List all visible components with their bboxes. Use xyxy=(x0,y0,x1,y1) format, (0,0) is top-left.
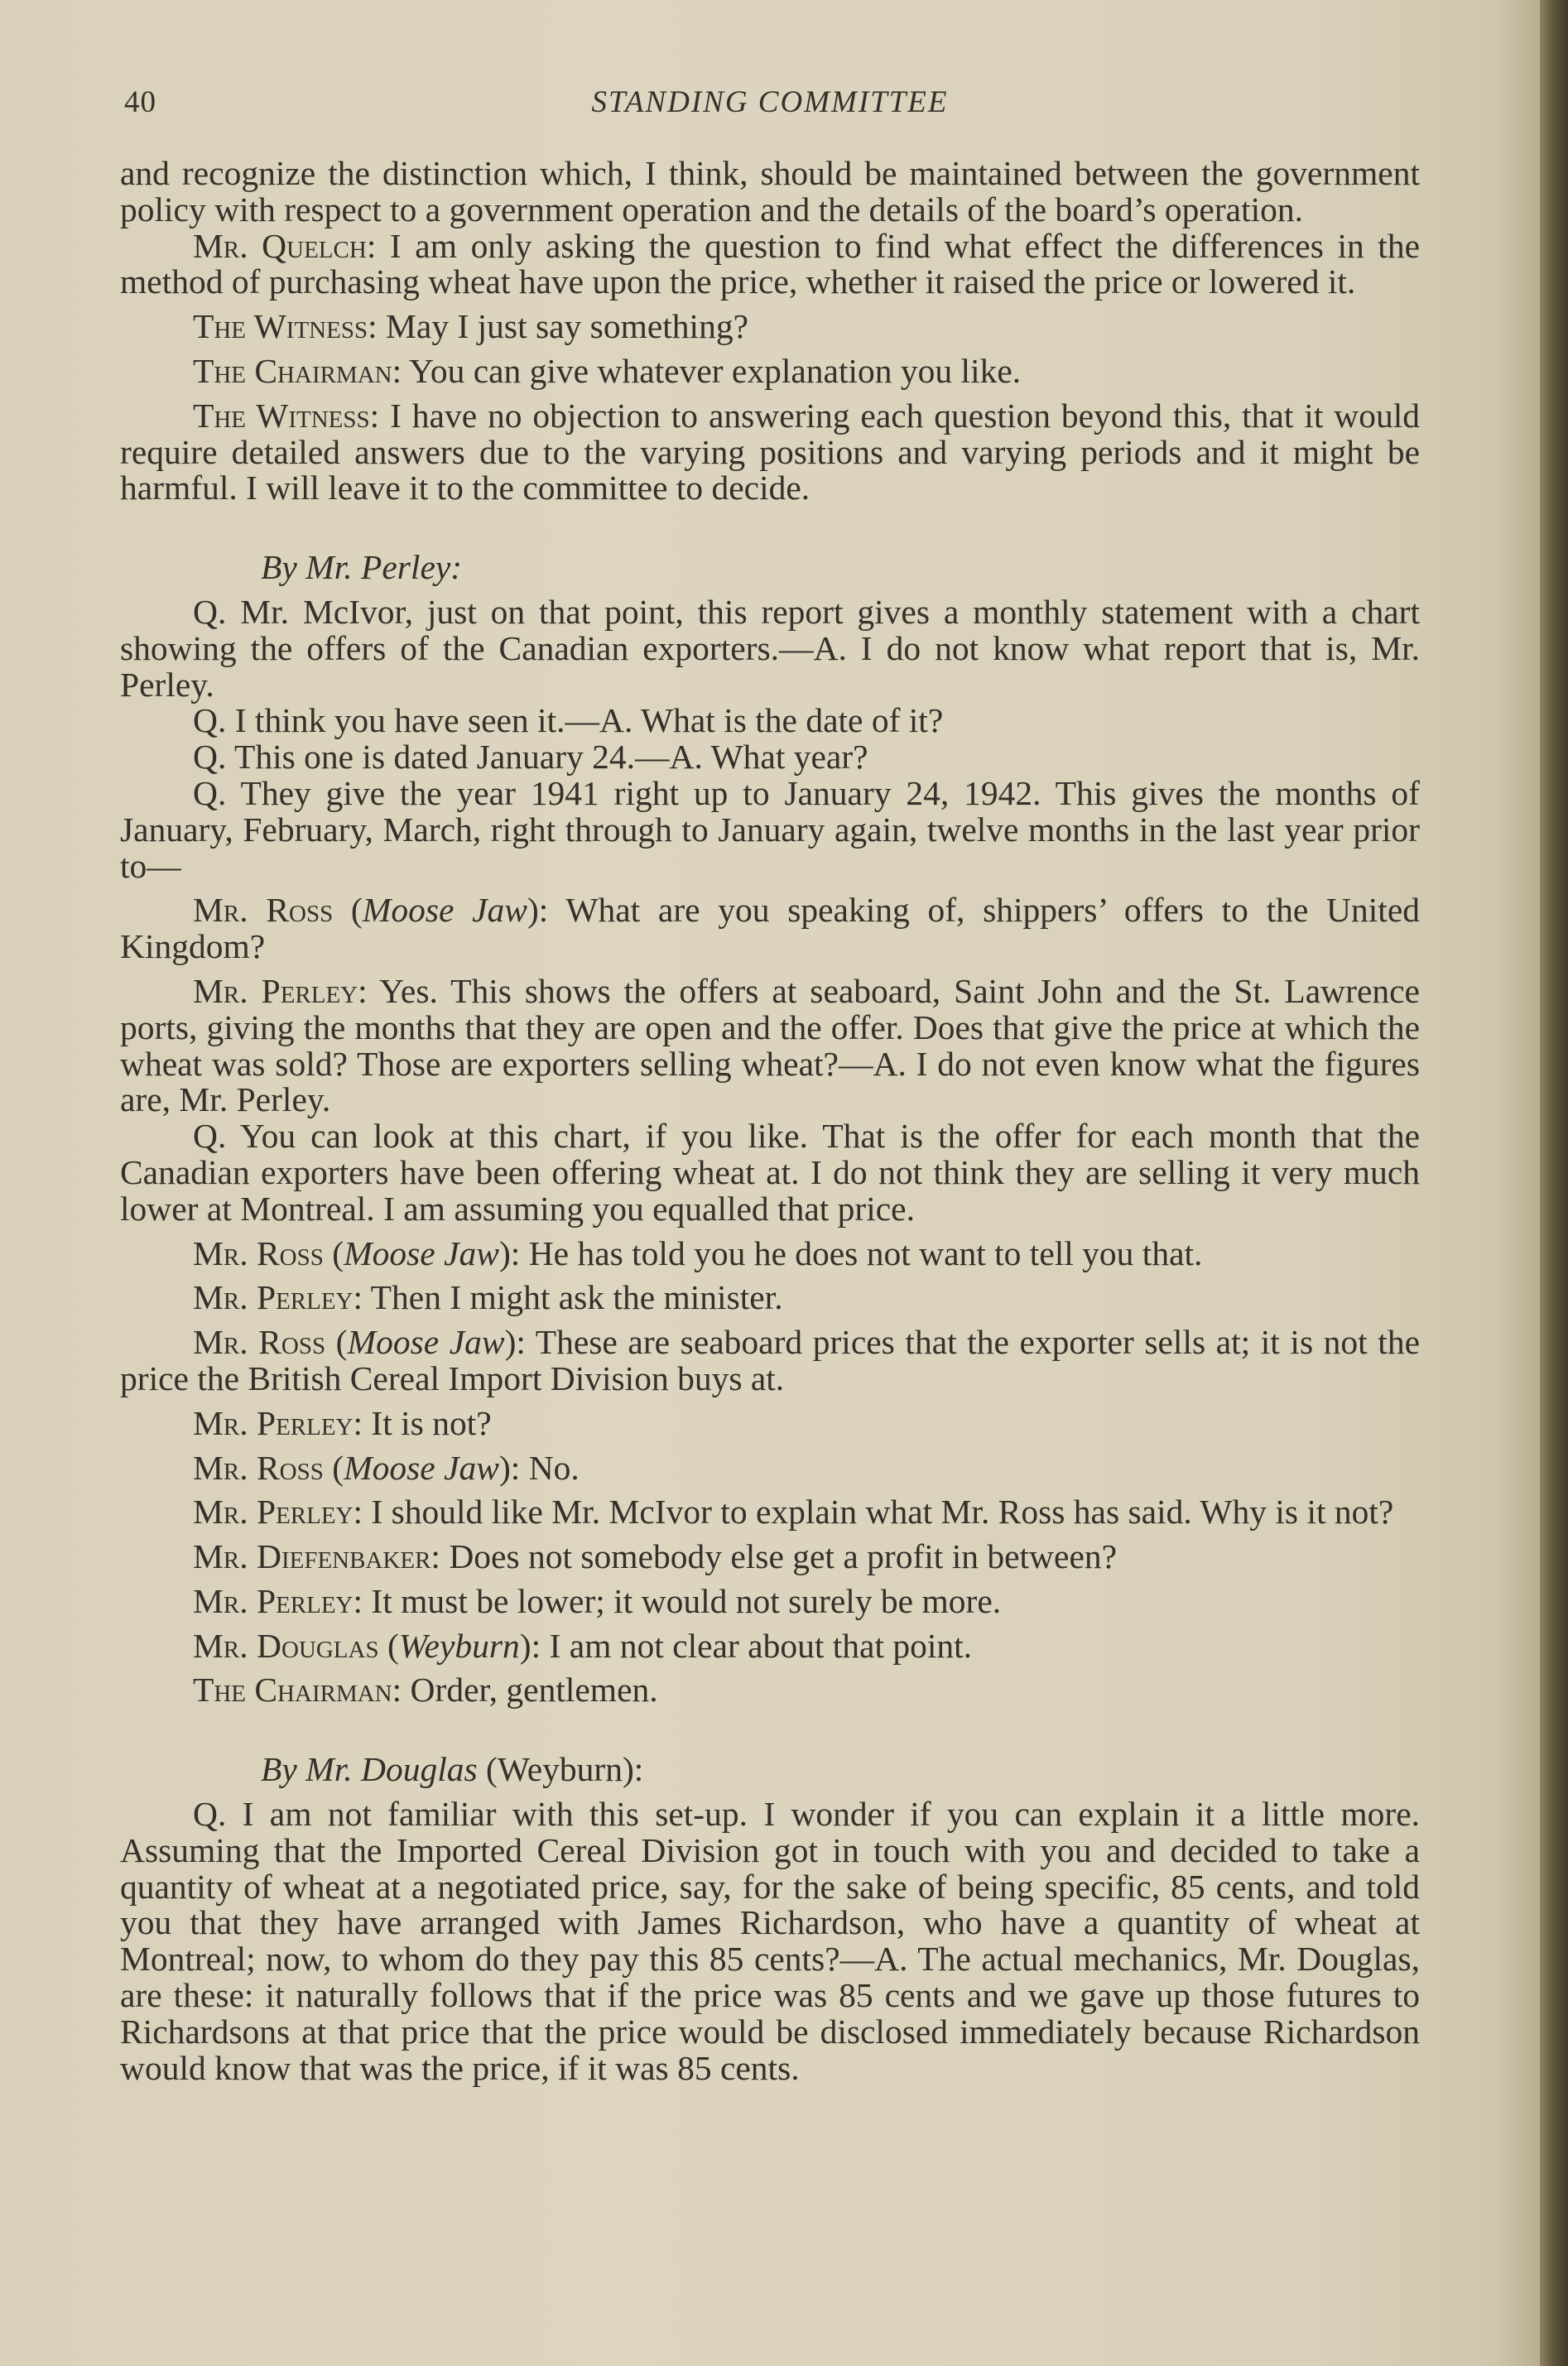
speech-text: It must be lower; it would not surely be more. xyxy=(371,1581,1002,1620)
speech-text: He has told you he does not want to tell you that. xyxy=(528,1233,1203,1272)
speech-text: Order, gentlemen. xyxy=(410,1671,658,1710)
page-header xyxy=(124,76,1416,126)
speaker-name: Mr. Douglas xyxy=(193,1626,379,1665)
speech-text: No. xyxy=(528,1448,580,1487)
transcript-body xyxy=(120,156,1420,2086)
speech-text: I have no objection to answering each question beyond this, that it would require detailed answers due to the varying positions and varying periods and it might be harmful. I will leave it to the committee to decide. xyxy=(120,396,1420,507)
examiner-subheading: By Mr. Perley: xyxy=(261,548,463,587)
speech-paragraph: Mr. Perley: Yes. This shows the offers at seaboard, Saint John and the St. Lawrence ports, giving the months that they are open and the offer. Does that give the price at which the wheat was sold? Those are exporters selling wheat?—A. I do not even know what the figures are, Mr. Perley. xyxy=(120,971,1420,1119)
speaker-name: Mr. Ross xyxy=(193,1233,324,1272)
examiner-subheading xyxy=(120,1752,1420,1788)
speech-paragraph: Mr. Quelch: I am only asking the question to find what effect the differences in the method of purchasing wheat have upon the price, whether it raised the price or lowered it. xyxy=(120,226,1420,301)
speech-text: I am only asking the question to find what effect the differences in the method of purchasing wheat have upon the price, whether it raised the price or lowered it. xyxy=(120,226,1420,301)
speech-paragraph: The Chairman: You can give whatever explanation you like. xyxy=(193,351,1022,390)
speech-text: I should like Mr. McIvor to explain what Mr. Ross has said. Why is it not? xyxy=(371,1493,1394,1532)
question-paragraph: Q. This one is dated January 24.—A. What year? xyxy=(193,738,868,777)
speaker-constituency: Moose Jaw xyxy=(347,1323,505,1362)
speech-paragraph: Mr. Ross (Moose Jaw): These are seaboard prices that the exporter sells at; it is not the price the British Cereal Import Division buys at. xyxy=(120,1323,1420,1397)
speaker-constituency: Moose Jaw xyxy=(362,891,527,930)
speech-text: Yes. This shows the offers at seaboard, Saint John and the St. Lawrence ports, giving the months that they are open and the offer. Does that give the price at which the wheat was sold? Those are exporters selling wheat?—A. I do not even know what the figures are, Mr. Perley. xyxy=(120,971,1420,1119)
examiner-name: By Mr. Douglas xyxy=(261,1750,478,1789)
speaker-name: Mr. Quelch xyxy=(193,226,367,265)
speech-text: May I just say something? xyxy=(386,307,748,346)
speech-text: These are seaboard prices that the exporter sells at; it is not the price the British Cereal Import Division buys at. xyxy=(120,1323,1420,1397)
speech-text: You can give whatever explanation you like. xyxy=(409,351,1022,390)
speech-paragraph: Mr. Diefenbaker: Does not somebody else get a profit in between? xyxy=(193,1537,1118,1576)
speaker-name: Mr. Ross xyxy=(193,1448,324,1487)
speaker-name: Mr. Ross xyxy=(193,1323,326,1362)
speech-paragraph: The Chairman: Order, gentlemen. xyxy=(193,1671,658,1710)
speaker-name: Mr. Perley xyxy=(193,1581,354,1620)
speaker-name: Mr. Perley xyxy=(193,971,358,1010)
speech-text: It is not? xyxy=(371,1403,492,1442)
question-paragraph: Q. You can look at this chart, if you like. That is the offer for each month that the Canadian exporters have been offering wheat at. I do not think they are selling it very much lower at Montreal. I am assuming you equalled that price. xyxy=(120,1117,1420,1228)
question-paragraph: Q. They give the year 1941 right up to January 24, 1942. This gives the months of January, February, March, right through to January again, twelve months in the last year prior to— xyxy=(120,773,1420,885)
speaker-name: Mr. Ross xyxy=(193,891,334,930)
speaker-name: Mr. Perley xyxy=(193,1493,354,1532)
speech-paragraph: The Witness: I have no objection to answering each question beyond this, that it would require detailed answers due to the varying positions and varying periods and it might be harmful. I will leave it to the committee to decide. xyxy=(120,396,1420,507)
speech-paragraph: The Witness: May I just say something? xyxy=(193,307,748,346)
speech-paragraph: Mr. Douglas (Weyburn): I am not clear about that point. xyxy=(193,1626,973,1665)
paragraph xyxy=(120,156,1420,228)
speaker-name: The Witness xyxy=(193,396,370,435)
speaker-name: Mr. Diefenbaker xyxy=(193,1537,431,1576)
running-head: STANDING COMMITTEE xyxy=(591,85,949,119)
speaker-constituency: Moose Jaw xyxy=(344,1233,499,1272)
speech-paragraph: Mr. Perley: It is not? xyxy=(193,1403,492,1442)
page-number: 40 xyxy=(124,85,156,119)
speaker-name: Mr. Perley xyxy=(193,1403,354,1442)
question-paragraph: Q. I am not familiar with this set-up. I wonder if you can explain it a little more. Assuming that the Imported Cereal Division got in touch with you and decided to take a quantity of wheat at a negotiated price, say, for the sake of being specific, 85 cents, and told you that they have arranged with James Richardson, who have a quantity of wheat at Montreal; now, to whom do they pay this 85 cents?—A. The actual mechanics, Mr. Douglas, are these: it naturally follows that if the price was 85 cents and we gave up those futures to Richardsons at that price that the price would be disclosed immediately because Richardson would know that was the price, if it was 85 cents. xyxy=(120,1795,1420,2087)
speech-text: Does not somebody else get a profit in between? xyxy=(449,1537,1118,1576)
question-paragraph: Q. I think you have seen it.—A. What is the date of it? xyxy=(193,701,944,740)
speech-text: I am not clear about that point. xyxy=(549,1626,973,1665)
speech-paragraph: Mr. Ross (Moose Jaw): What are you speaking of, shippers’ offers to the United Kingdom? xyxy=(120,891,1421,966)
speaker-name: Mr. Perley xyxy=(193,1278,354,1317)
speaker-constituency: Weyburn xyxy=(398,1626,520,1665)
speech-text: What are you speaking of, shippers’ offers to the United Kingdom? xyxy=(120,891,1421,966)
book-spine-edge xyxy=(1540,0,1568,2366)
speaker-constituency: Moose Jaw xyxy=(344,1448,499,1487)
speaker-name: The Chairman xyxy=(193,1671,392,1710)
question-paragraph: Q. Mr. McIvor, just on that point, this report gives a monthly statement with a chart showing the offers of the Canadian exporters.—A. I do not know what report that is, Mr. Perley. xyxy=(120,592,1420,704)
speaker-name: The Witness xyxy=(193,307,368,346)
speech-paragraph: Mr. Ross (Moose Jaw): No. xyxy=(193,1448,580,1487)
speech-text: Then I might ask the minister. xyxy=(370,1278,783,1317)
speech-paragraph: Mr. Perley: It must be lower; it would not surely be more. xyxy=(193,1581,1002,1620)
speech-paragraph: Mr. Perley: Then I might ask the minister. xyxy=(193,1278,783,1317)
speaker-name: The Chairman xyxy=(193,351,392,390)
examiner-constituency: (Weyburn): xyxy=(486,1750,644,1789)
paragraph-text: and recognize the distinction which, I think, should be maintained between the government policy with respect to a government operation and the details of the board’s operation. xyxy=(120,154,1420,228)
speech-paragraph: Mr. Ross (Moose Jaw): He has told you he does not want to tell you that. xyxy=(193,1233,1203,1272)
speech-paragraph: Mr. Perley: I should like Mr. McIvor to explain what Mr. Ross has said. Why is it not? xyxy=(193,1493,1394,1532)
